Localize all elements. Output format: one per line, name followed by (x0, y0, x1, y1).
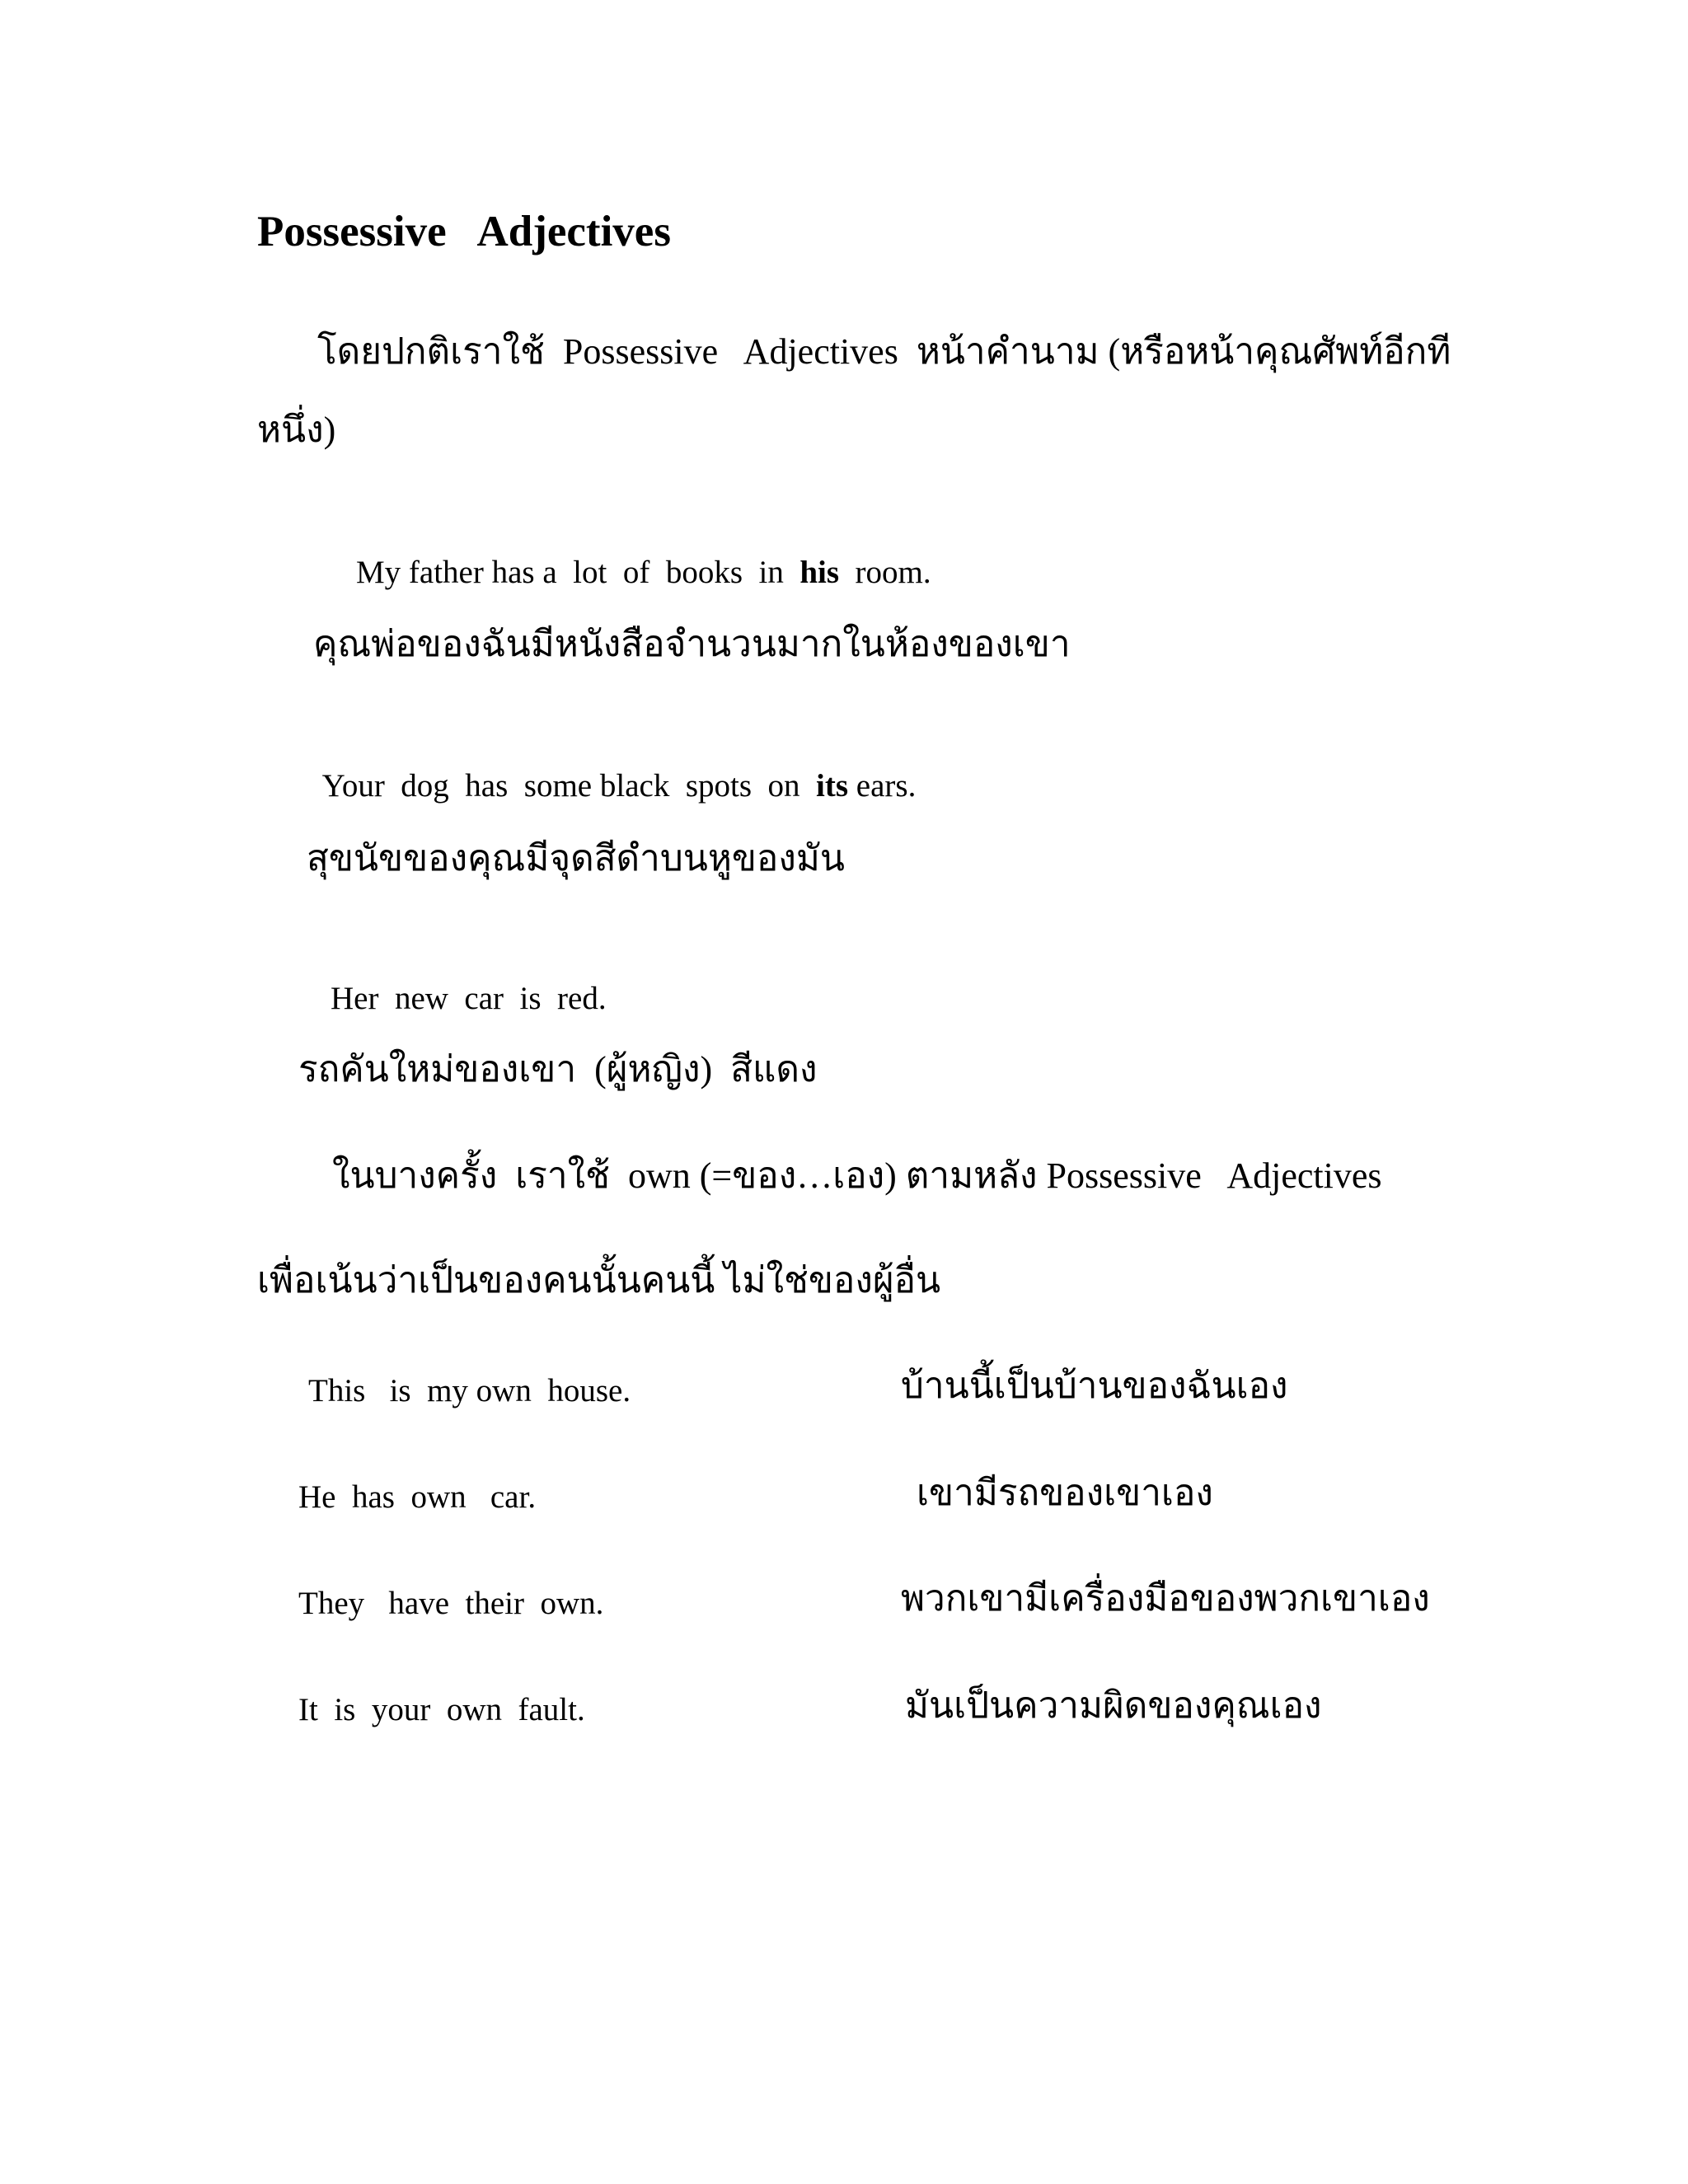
example-2-thai: สุขนัขของคุณมีจุดสีดำบนหูของมัน (307, 838, 845, 879)
example-2-text-before: Your dog has some black spots on (321, 768, 817, 804)
example-1-possessive: his (799, 555, 840, 590)
own-example-4-english: It is your own fault. (298, 1692, 585, 1727)
example-3-thai: รถคันใหม่ของเขา (ผู้หญิง) สีแดง (298, 1049, 818, 1090)
example-1-english (324, 524, 931, 621)
example-1-text-after: room. (839, 555, 931, 590)
intro-line-2: หนึ่ง) (257, 410, 336, 450)
own-example-1-thai: บ้านนี้เป็นบ้านของฉันเอง (901, 1366, 1288, 1406)
example-2-english (291, 738, 916, 834)
own-example-4-thai: มันเป็นความผิดของคุณเอง (905, 1685, 1322, 1726)
page-title: Possessive Adjectives (257, 208, 671, 255)
example-1-thai: คุณพ่อของฉันมีหนังสือจำนวนมากในห้องของเขา (313, 624, 1071, 664)
example-2-text-after: ears. (848, 768, 917, 804)
intro-line-1: โดยปกติเราใช้ Possessive Adjectives หน้าคำนาม (หรือหน้าคุณศัพท์อีกที (317, 331, 1451, 372)
own-note-line-1: ในบางครั้ง เราใช้ own (=ของ…เอง) ตามหลัง Possessive Adjectives (332, 1155, 1382, 1196)
own-example-3-english: They have their own. (298, 1586, 604, 1621)
example-3-text-before: Her new car is red. (331, 981, 607, 1016)
example-2-possessive: its (816, 768, 849, 804)
own-example-2-english: He has own car. (298, 1479, 537, 1515)
own-example-1-english: This is my own house. (308, 1373, 631, 1408)
own-example-3-thai: พวกเขามีเครื่องมือของพวกเขาเอง (901, 1578, 1430, 1619)
example-1-text-before: My father has a lot of books in (356, 555, 800, 590)
own-example-2-thai: เขามีรถของเขาเอง (917, 1473, 1213, 1513)
own-note-line-2: เพื่อเน้นว่าเป็นของคนนั้นคนนี้ ไม่ใช่ของผู้อื่น (257, 1260, 941, 1301)
example-3-english (298, 950, 607, 1047)
